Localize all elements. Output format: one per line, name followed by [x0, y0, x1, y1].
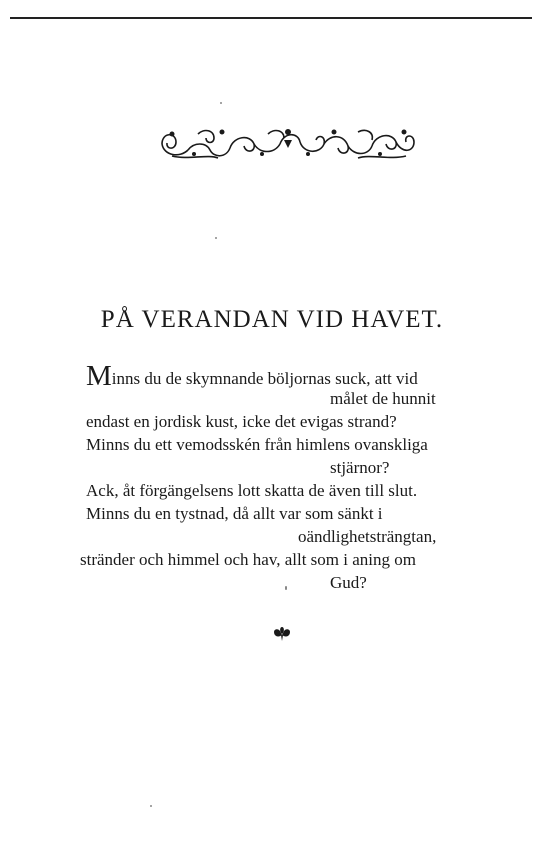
poem-title: PÅ VERANDAN VID HAVET. [100, 306, 444, 333]
paper-speck [150, 805, 152, 807]
poem-line-8: oändlighetsträngtan, [298, 527, 437, 546]
poem-line-3: endast en jordisk kust, icke det evigas strand? [86, 412, 397, 431]
paper-speck [215, 237, 217, 239]
paper-speck [220, 102, 222, 104]
poem-line-6: Ack, åt förgängelsens lott skatta de även till slut. [86, 481, 418, 500]
poem-line-4: Minns du ett vemodsskén från himlens ovanskliga [86, 435, 428, 454]
poem-line-2: målet de hunnit [330, 389, 436, 408]
scroll-ornament [158, 124, 418, 162]
poem-line-9: stränder och himmel och hav, allt som i aning om [80, 550, 416, 569]
top-rule [10, 17, 532, 19]
paper-speck [285, 586, 287, 590]
drop-cap: M [86, 360, 112, 392]
poem-line-10: Gud? [330, 573, 367, 592]
fleuron-ornament [273, 626, 291, 642]
poem-line-1: Minns du de skymnande böljornas suck, att vid [86, 360, 418, 392]
poem-line-7: Minns du en tystnad, då allt var som sänkt i [86, 504, 383, 523]
poem-line-5: stjärnor? [330, 458, 390, 477]
